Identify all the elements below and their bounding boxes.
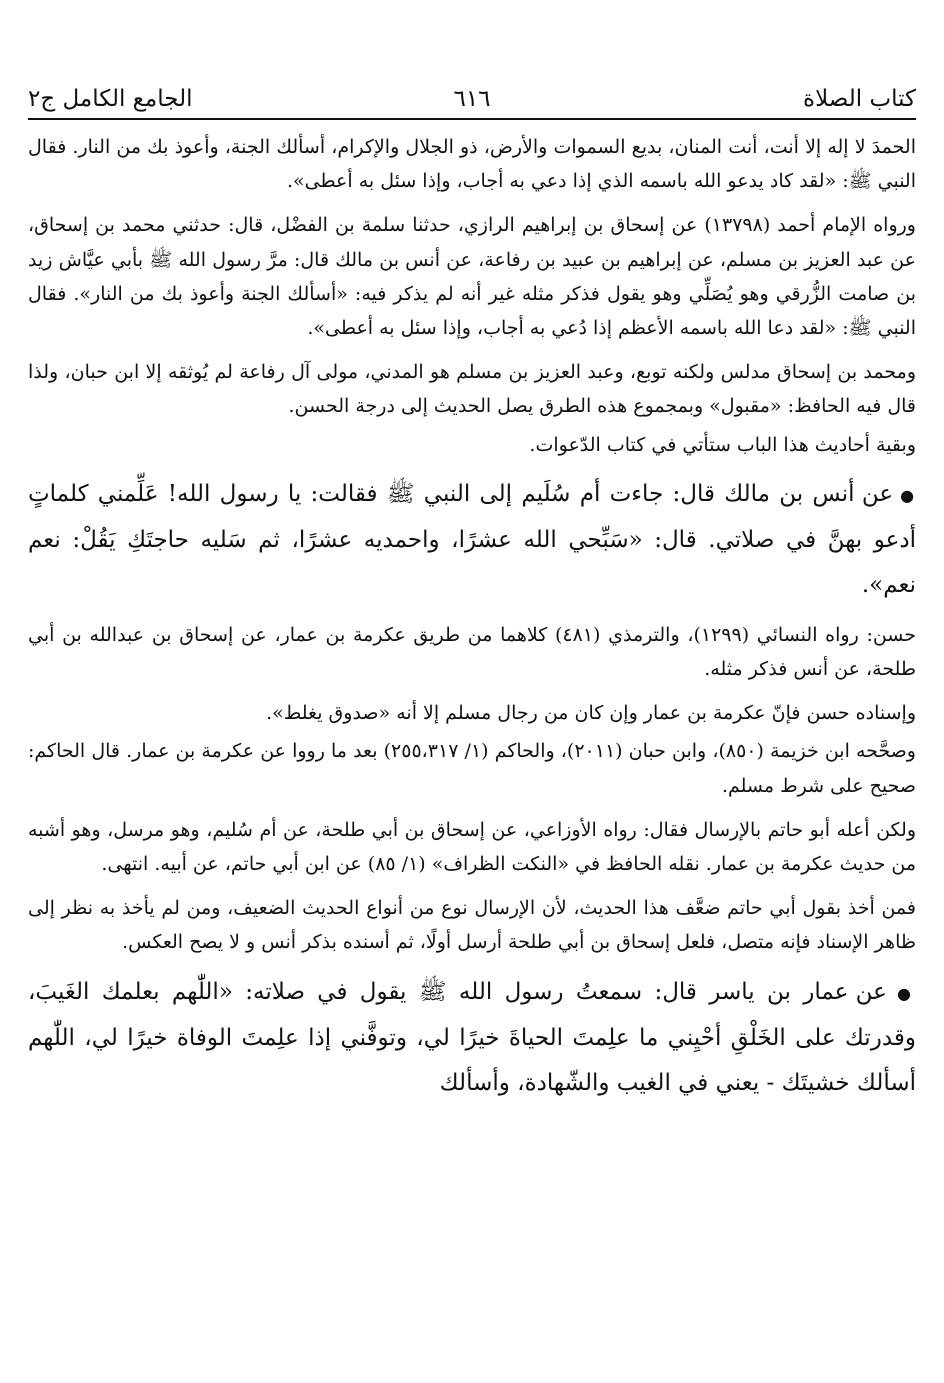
hadith-paragraph: ● عن عمار بن ياسر قال: سمعتُ رسول الله ﷺ يقول في صلاته: «اللّٰهم بعلمك الغَيبَ، وقدرتك على الخَلْقِ أحْيِني ما علِمتَ الحياةَ خيرًا لي، وتوفَّني إذا علِمتَ الوفاة خيرًا لي، اللّٰهم أسألك خشيتَك - يعني في الغيب والشّهادة، وأسألك bbox=[28, 970, 916, 1106]
page-number: ٦١٦ bbox=[453, 86, 491, 112]
paragraph: وصحَّحه ابن خزيمة (٨٥٠)، وابن حبان (٢٠١١)، والحاكم (١/ ٢٥٥،٣١٧) بعد ما رووا عن عكرمة بن عمار. قال الحاكم: صحيح على شرط مسلم. bbox=[28, 740, 916, 797]
paragraph: ولكن أعله أبو حاتم بالإرسال فقال: رواه الأوزاعي، عن إسحاق بن أبي طلحة، عن أم سُليم، وهو مرسل، وهو أشبه من حديث عكرمة بن عمار. نقله الحافظ في «النكت الظراف» (١/ ٨٥) عن ابن أبي حاتم، عن أبيه. انتهى. bbox=[28, 818, 916, 876]
paragraph: وبقية أحاديث هذا الباب ستأتي في كتاب الدّعوات. bbox=[529, 433, 916, 456]
page-body bbox=[28, 130, 916, 1110]
paragraph: ورواه الإمام أحمد (١٣٧٩٨) عن إسحاق بن إبراهيم الرازي، حدثنا سلمة بن الفضْل، قال: حدثني محمد بن إسحاق، عن عبد العزيز بن مسلم، عن إبراهيم بن عبيد بن رفاعة، عن أنس بن مالك قال: مرَّ رسول الله ﷺ بأبي عيَّاش زيد بن صامت الزُّرقي وهو يُصَلِّي وهو يقول فذكر مثله غير أنه لم يذكر فيه: «أسألك الجنة وأعوذ بك من النار». فقال النبي ﷺ: «لقد دعا الله باسمه الأعظم إذا دُعي به أجاب، وإذا سئل به أعطى». bbox=[28, 214, 916, 340]
paragraph: حسن: رواه النسائي (١٢٩٩)، والترمذي (٤٨١) كلاهما من طريق عكرمة بن عمار، عن إسحاق بن عبدالله بن أبي طلحة، عن أنس فذكر مثله. bbox=[28, 623, 917, 681]
running-header bbox=[28, 78, 916, 112]
hadith-paragraph: ● عن أنس بن مالك قال: جاءت أم سُلَيم إلى النبي ﷺ فقالت: يا رسول الله! عَلِّمني كلماتٍ أدعو بهنَّ في صلاتي. قال: «سَبِّحي الله عشرًا، واحمديه عشرًا، ثم سَليه حاجتَكِ يَقُلْ: نعم نعم». bbox=[28, 472, 916, 608]
header-chapter-title: كتاب الصلاة bbox=[803, 86, 916, 112]
paragraph: وإسناده حسن فإنّ عكرمة بن عمار وإن كان من رجال مسلم إلا أنه «صدوق يغلط». bbox=[266, 702, 916, 725]
paragraph: ومحمد بن إسحاق مدلس ولكنه توبع، وعبد العزيز بن مسلم هو المدني، مولى آل رفاعة لم يُوثقه إلا ابن حبان، ولذا قال فيه الحافظ: «مقبول» وبمجموع هذه الطرق يصل الحديث إلى درجة الحسن. bbox=[28, 361, 916, 418]
paragraph: الحمدَ لا إله إلا أنت، أنت المنان، بديع السموات والأرض، ذو الجلال والإكرام، أسألك الجنة، وأعوذ بك من النار. فقال النبي ﷺ: «لقد كاد يدعو الله باسمه الذي إذا دعي به أجاب، وإذا سئل به أعطى». bbox=[28, 136, 916, 193]
header-book-title: الجامع الكامل ج٢ bbox=[28, 86, 193, 112]
paragraph: فمن أخذ بقول أبي حاتم ضعَّف هذا الحديث، لأن الإرسال نوع من أنواع الحديث الضعيف، ومن لم يأخذ به نظر إلى ظاهر الإسناد فإنه متصل، فلعل إسحاق بن أبي طلحة أرسل أولًا، ثم أسنده بذكر أنس و لا يصح العكس. bbox=[28, 897, 916, 954]
header-rule bbox=[28, 118, 916, 120]
